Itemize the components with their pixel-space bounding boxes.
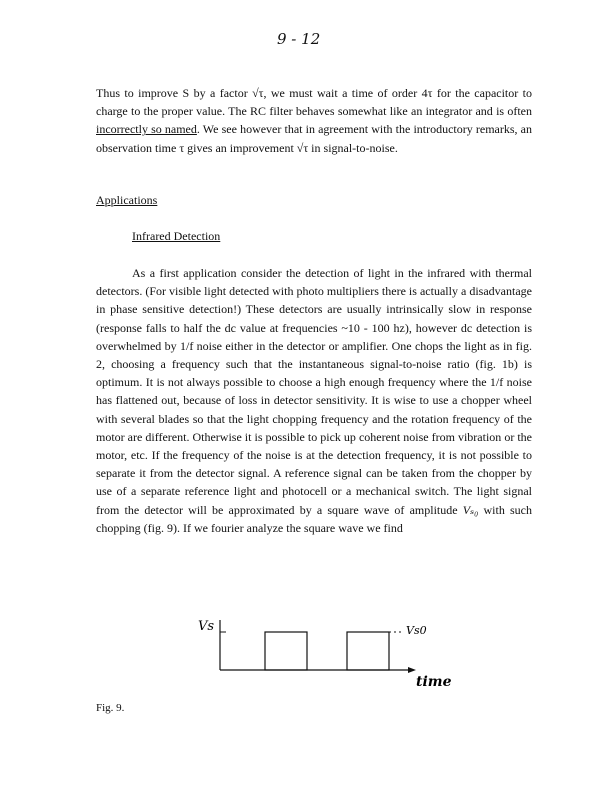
section-heading-applications: Applications [96,193,158,207]
body-paragraph [96,264,532,537]
subsection-heading-infrared: Infrared Detection [132,229,221,243]
x-axis-label: time [416,674,452,690]
y-axis-label: Vs [198,619,215,634]
figure-caption: Fig. 9. [96,702,125,714]
amplitude-symbol: Vₛ₀ [462,502,479,517]
intro-paragraph [96,84,532,157]
intro-text-2: . We see however that in agreement with the introductory remarks, an observation time τ gives an improvement √τ in signal-to-noise. [96,122,532,155]
intro-text-1: Thus to improve S by a factor √τ, we must wait a time of order 4τ for the capacitor to charge to the proper value. The RC filter behaves somewhat like an integrator and is often [96,86,532,119]
square-pulse-1 [265,632,307,670]
amplitude-label: Vs0 [406,624,427,637]
page-number: 9 - 12 [277,30,321,48]
x-axis-arrowhead [408,667,416,673]
square-wave-figure [190,610,460,695]
body-text-1: As a first application consider the detection of light in the infrared with thermal detectors. (For visible light detected with photo multipliers there is actually a disadvantage in phase sensitive detection!) These detectors are usually intrinsically slow in response (response falls to half the dc value at frequencies ~10 - 100 hz), however dc detection is overwhelmed by 1/f noise either in the detector or amplifier. One chops the light as in fig. 2, choosing a frequency such that the instantaneous signal-to-noise ratio (fig. 1b) is optimum. It is not always possible to choose a high enough frequency where the 1/f noise has flattened out, because of loss in detector sensitivity. It is wise to use a chopper wheel with several blades so that the light chopping frequency and the rotation frequency of the motor are different. Otherwise it is possible to pick up coherent noise from vibration or the motor, etc. If the frequency of the noise is at the detection frequency, it is not possible to separate it from the detector signal. A reference signal can be taken from the chopper by use of a separate reference light and photocell or a mechanical switch. The light signal from the detector will be approximated by a square wave of amplitude [96,266,532,517]
intro-underlined-text: incorrectly so named [96,122,197,137]
body-text-2: with such chopping (fig. 9). If we fourier analyze the square wave we find [96,502,532,535]
square-pulse-2 [347,632,389,670]
